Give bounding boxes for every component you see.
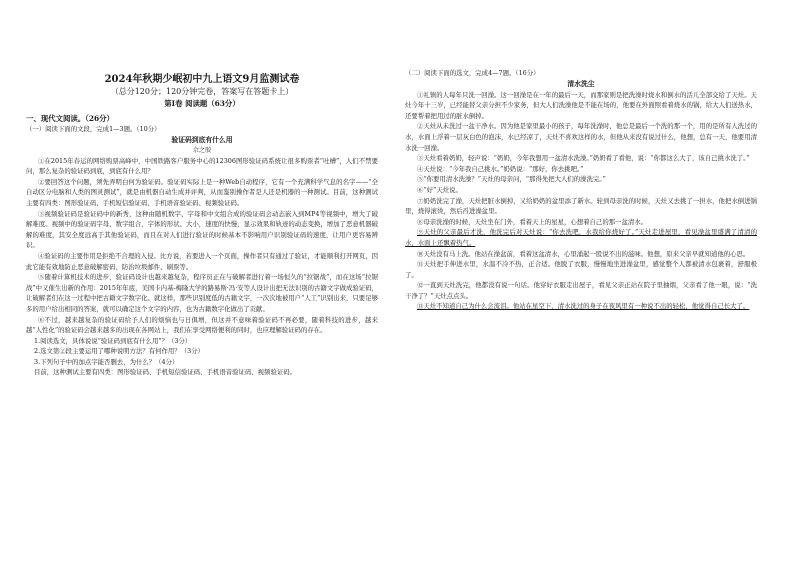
exam-title: 2024年秋期少岷初中九上语文9月监测试卷 [104, 74, 300, 85]
paragraph: ③视频验证码是验证码中的新秀，这种由随机数字、字母和中文组合成的验证码会动态嵌入到MP4等视频中，增大了破解难度。视频中的验证码字母、数字组合，字体的形状、大小，速度的快慢，显示效果和轨迹的动态变换，增加了恶意机器破解的难度，其安全度远高于其他验证码，而且在对人们进行验证的时候基本不影响用户识别验证码的速度，让用户更容易辨识。 [26, 209, 378, 250]
paragraph: ⑩天灶没有马上洗。他站在澡盆前，看着这盆清水，心里涌起一股说不出的滋味。他想，原来父亲早就知道他的心思。 [417, 249, 750, 258]
paragraph: ①礼镇的人每年只洗一回澡。这一回澡是在一年的最后一天，而那家则是把洗澡时烧水和倒水的活儿全部交给了天灶。天灶今年十三岁，已经能替父亲分担不少家务，但大人们洗澡他是不能在场的，他要在外面照看着烧水的锅，给大人们送热水，还要帮着把用过的脏水倒掉。 [405, 90, 757, 120]
exam-subtitle: （总分120分；120分钟完卷，答案写在答题卡上） [110, 87, 294, 96]
paragraph: ①在2015年春运的网络购票高峰中，中国铁路客户服务中心的12306图形验证码系统让很多购票者“吐槽”，人们不禁要问，那么复杂的验证码到底，到底有什么用？ [26, 156, 378, 176]
paragraph: ④验证码的主要作用是拒绝不合理的入侵。比方说，若要进入一个页面，操作者只有通过了验证，才能顺利打开网页，因此它能有效地防止恶意破解密码、防治垃圾邮件、刷票等。 [26, 251, 378, 271]
article-title: 清水洗尘 [567, 79, 595, 88]
question: 2.选文第②段主要运用了哪种说明方法？有何作用？（3分） [34, 347, 204, 356]
paragraph: ②要回答这个问题，须先弄明白何为验证码。验证码实际上是一种Web自动程序，它有一个充满科学气息的名字——“全自动区分电脑和人类的图灵测试”，就是由机器自动生成并评判，从而鉴别操作者是人还是机器的一种测试。目前，这种测试主要有四类：图形验证码、手机短信验证码、手机语音验证码、视频验证码。 [26, 177, 378, 207]
paragraph-underlined: ⑬天灶不知道自己为什么会流泪。他站在星空下，清水洗过的身子在夜风里有一种说不出的轻松，他觉得自己长大了。 [417, 302, 750, 311]
question-quote: 目前，这种测试主要有四类：图形验证码、手机短信验证码、手机语音验证码、视频验证码。 [34, 368, 297, 377]
article-author: 佘之胶 [192, 146, 212, 154]
paragraph: ⑧母亲洗澡的时候，天灶坐在门外，看着天上的星星，心想着自己的那一盆清水。 [417, 217, 648, 226]
paragraph: ⑥“好”天灶说。 [417, 185, 462, 194]
section-heading: 一、现代文阅读。（26分） [26, 114, 114, 123]
paragraph-underlined: ⑨天灶的父亲最后才洗，他洗完后对天灶说：“你去洗吧，水我给你烧好了。”天灶走进屋里，看见澡盆里盛满了清清的水，水面上还飘着热气。 [405, 228, 757, 247]
paragraph: ④天灶说：“今年我自己挑水。”奶奶说：“那好，你去挑吧。” [417, 164, 584, 173]
paragraph: ⑪天灶把手伸进水里，水温不冷不热，正合适。他脱了衣服，慢慢地坐进澡盆里，感觉整个人都被清水包裹着，舒服极了。 [405, 260, 757, 279]
paragraph: ⑤随着计算机技术的进步，验证码设计也越来越复杂，程序员正在与破解者进行着一场恒久的“拉锯战”，而在这场“拉锯战”中又催生出新的作用：2015年年底，美国卡内基-梅隆大学的路易斯·冯·安等人设计出把无法识别的古籍文字做成验证码，让破解者们在这一过程中把古籍文字数字化。就这样，那些识别度低的古籍文字，一次次地被用户“人工”识别出来，只要足够多的用户给出相同的答案，就可以确定这个文字的内容，也为古籍数字化做出了贡献。 [26, 273, 378, 313]
paragraph: ②天灶从未洗过一盆干净水。因为他是家里最小的孩子，每年洗澡时，他总是最后一个洗的那一个，用的是所有人洗过的水，水面上浮着一层灰白色的泡沫，水已经凉了，天灶不喜欢这样的水，但他从来没有说过什么，他想，总有一天，他要用清水洗一回澡。 [405, 122, 757, 152]
paragraph: ③天灶看着奶奶，轻声说：“奶奶，今年我想用一盆清水洗澡。”奶奶看了看他，说：“你都这么大了，该自己挑水洗了。” [417, 154, 750, 163]
question: 1.阅读选文，具体说说“验证码到底有什么用”？（3分） [34, 336, 192, 345]
reading-intro: （一）阅读下面的文段，完成1—3题。（10分） [26, 125, 161, 133]
article-title: 验证码到底有什么用 [171, 135, 233, 144]
right-column [405, 68, 757, 312]
paragraph: ⑦奶奶洗完了澡，天灶把脏水倒掉，又给奶奶的盆里添了新水。轮到母亲洗的时候，天灶又去挑了一担水，他把水倒进锅里，烧得滚烫，然后舀进澡盆里。 [405, 196, 757, 216]
paragraph: ⑥不过，越来越复杂的验证码给予人们的烦恼也与日俱增，但这并不意味着验证码不再必要，随着科技的进步，越来越“人性化”的验证码会越来越多的出现在各网站上，我们在享受网络便利的同时，也应理解验证码的存在。 [26, 315, 378, 335]
part-heading: 第Ⅰ卷 阅读题（63分） [164, 99, 240, 108]
paragraph: ⑫一直到天灶洗完，他都没有说一句话。他穿好衣服走出屋子，看见父亲正站在院子里抽烟，父亲看了他一眼，说：“洗干净了？”天灶点点头。 [405, 281, 757, 300]
reading-intro: （二）阅读下面的选文，完成4—7题。（16分） [405, 69, 540, 77]
left-column [26, 113, 378, 378]
paragraph: ⑤“你要用清水洗澡？”天灶的母亲问，“那得先把大人们的澡洗完。” [417, 175, 606, 184]
question: 3.下列句子中的加点字能否删去，为什么？（4分） [34, 357, 179, 366]
question-list [26, 336, 378, 378]
